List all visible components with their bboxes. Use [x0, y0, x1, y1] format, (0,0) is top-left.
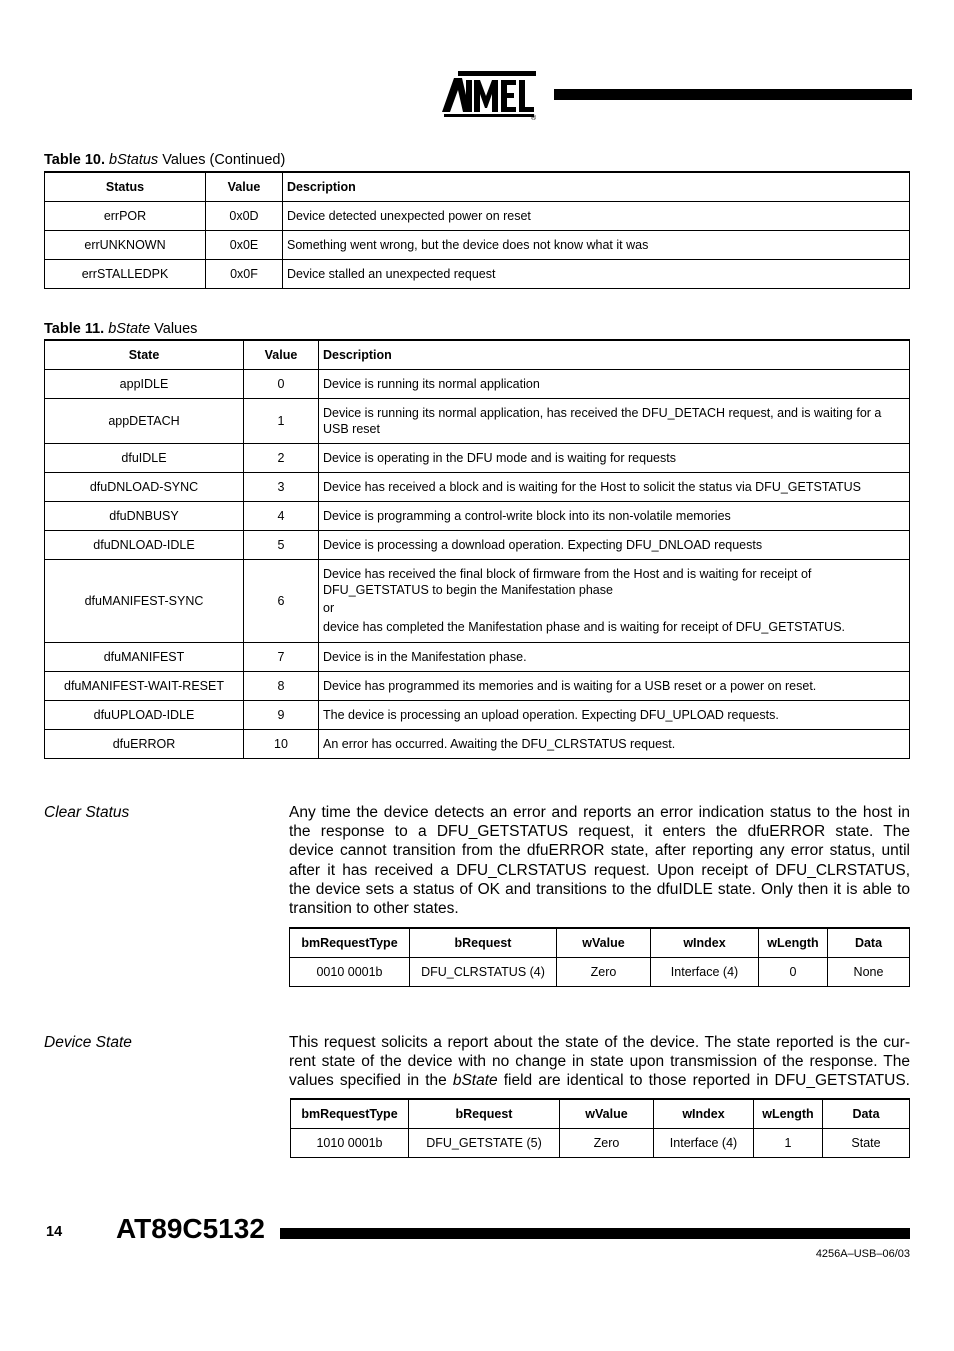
paragraph-line: the device sets a status of OK and transitions to the dfuIDLE state. Only then it is able to — [289, 880, 910, 898]
table11-header-state: State — [45, 340, 244, 369]
state-cell: appDETACH — [45, 398, 244, 443]
paragraph-line: transition to other states. — [289, 900, 459, 918]
description-cell: Device has received a block and is waiting for the Host to solicit the status via DFU_GETSTATUS — [319, 472, 910, 501]
data-cell: None — [828, 957, 910, 986]
value-cell: 0x0E — [206, 230, 283, 259]
state-cell: appIDLE — [45, 369, 244, 398]
atmel-logo — [440, 68, 540, 120]
footer-rule — [280, 1228, 910, 1239]
value-cell: 10 — [244, 729, 319, 758]
table11-header-value: Value — [244, 340, 319, 369]
table-row — [45, 530, 910, 559]
state-cell: dfuDNLOAD-SYNC — [45, 472, 244, 501]
table-row — [45, 642, 910, 671]
value-cell: 3 — [244, 472, 319, 501]
bstate-term: bState — [452, 1072, 498, 1090]
registered-mark: ® — [531, 115, 537, 120]
table-row — [290, 957, 910, 986]
status-cell: errSTALLEDPK — [45, 259, 206, 288]
wvalue-cell: Zero — [557, 957, 651, 986]
header-wvalue: wValue — [557, 928, 651, 957]
table10-header-description: Description — [283, 172, 910, 201]
device-state-heading: Device State — [44, 1034, 132, 1051]
table-row — [45, 443, 910, 472]
value-cell: 0x0F — [206, 259, 283, 288]
description-line: or — [323, 601, 335, 615]
table11 — [44, 339, 910, 759]
windex-cell: Interface (4) — [654, 1128, 754, 1157]
value-cell: 0x0D — [206, 201, 283, 230]
description-cell: Device stalled an unexpected request — [283, 259, 910, 288]
table10-title-rest: Values (Continued) — [162, 152, 286, 168]
table10-label: Table 10. — [44, 152, 105, 168]
table11-header-row — [45, 340, 910, 369]
request-header-row — [290, 928, 910, 957]
paragraph-line: the response to a DFU_GETSTATUS request, it enters the dfuERROR state. The — [289, 823, 910, 841]
value-cell: 2 — [244, 443, 319, 472]
state-cell: dfuDNLOAD-IDLE — [45, 530, 244, 559]
description-cell: Device is processing a download operation. Expecting DFU_DNLOAD requests — [319, 530, 910, 559]
description-cell: Device is running its normal application — [319, 369, 910, 398]
wlength-cell: 0 — [759, 957, 828, 986]
description-line: device has completed the Manifestation phase and is waiting for receipt of DFU_GETSTATUS. — [323, 620, 846, 634]
table11-title-rest: Values — [154, 321, 198, 337]
value-cell: 5 — [244, 530, 319, 559]
description-cell: Device is in the Manifestation phase. — [319, 642, 910, 671]
page-number: 14 — [46, 1224, 63, 1240]
description-cell: Something went wrong, but the device does not know what it was — [283, 230, 910, 259]
description-cell: Device is running its normal application, has received the DFU_DETACH request, and is waiting for a USB reset — [319, 398, 910, 443]
paragraph-text: values specified in the — [289, 1072, 453, 1090]
state-cell: dfuUPLOAD-IDLE — [45, 700, 244, 729]
header-brequest: bRequest — [410, 928, 557, 957]
state-cell: dfuDNBUSY — [45, 501, 244, 530]
value-cell: 0 — [244, 369, 319, 398]
getstate-request-table — [290, 1098, 910, 1158]
document-code: 4256A–USB–06/03 — [815, 1248, 910, 1260]
header-windex: wIndex — [651, 928, 759, 957]
state-cell: dfuERROR — [45, 729, 244, 758]
value-cell: 8 — [244, 671, 319, 700]
table10-caption — [44, 151, 285, 169]
table11-header-description: Description — [319, 340, 910, 369]
value-cell: 4 — [244, 501, 319, 530]
brequest-cell: DFU_CLRSTATUS (4) — [410, 957, 557, 986]
paragraph-line: Any time the device detects an error and reports an error indication status to the host in — [289, 804, 910, 821]
state-cell: dfuMANIFEST-WAIT-RESET — [45, 671, 244, 700]
table11-caption — [44, 320, 197, 338]
table-row — [45, 201, 910, 230]
product-name: AT89C5132 — [116, 1213, 265, 1244]
table-row — [291, 1128, 910, 1157]
clrstatus-request-table — [289, 927, 910, 987]
table11-label: Table 11. — [44, 321, 105, 337]
status-cell: errPOR — [45, 201, 206, 230]
paragraph-text: field are identical to those reported in DFU_GETSTATUS. — [497, 1072, 910, 1090]
bmrequesttype-cell: 1010 0001b — [291, 1128, 409, 1157]
wlength-cell: 1 — [754, 1128, 823, 1157]
table10-header-status: Status — [45, 172, 206, 201]
description-cell — [319, 559, 910, 642]
header-windex: wIndex — [654, 1099, 754, 1128]
windex-cell: Interface (4) — [651, 957, 759, 986]
table-row — [45, 671, 910, 700]
table-row — [45, 398, 910, 443]
description-line: Device has received the final block of firmware from the Host and is waiting for receipt of DFU_GETSTATUS to begin the Manifestation phase — [323, 567, 812, 597]
header-data: Data — [823, 1099, 910, 1128]
clear-status-paragraph — [289, 803, 910, 918]
header-wlength: wLength — [759, 928, 828, 957]
table-row — [45, 230, 910, 259]
state-cell: dfuMANIFEST — [45, 642, 244, 671]
value-cell: 1 — [244, 398, 319, 443]
description-cell: The device is processing an upload operation. Expecting DFU_UPLOAD requests. — [319, 700, 910, 729]
state-cell: dfuIDLE — [45, 443, 244, 472]
table-row — [45, 501, 910, 530]
table10-header-row — [45, 172, 910, 201]
paragraph-line: This request solicits a report about the state of the device. The state reported is the cur- — [289, 1034, 910, 1051]
description-cell: Device is operating in the DFU mode and is waiting for requests — [319, 443, 910, 472]
value-cell: 9 — [244, 700, 319, 729]
description-cell: An error has occurred. Awaiting the DFU_CLRSTATUS request. — [319, 729, 910, 758]
table-row — [45, 729, 910, 758]
device-state-paragraph — [289, 1033, 910, 1091]
header-wlength: wLength — [754, 1099, 823, 1128]
table-row — [45, 259, 910, 288]
wvalue-cell: Zero — [560, 1128, 654, 1157]
value-cell: 6 — [244, 559, 319, 642]
table10 — [44, 171, 910, 289]
paragraph-line: device cannot transition from the dfuERROR state, after reporting any error status, until — [289, 842, 910, 860]
description-cell: Device detected unexpected power on reset — [283, 201, 910, 230]
header-bmrequesttype: bmRequestType — [290, 928, 410, 957]
state-cell: dfuMANIFEST-SYNC — [45, 559, 244, 642]
description-cell: Device has programmed its memories and is waiting for a USB reset or a power on reset. — [319, 671, 910, 700]
data-cell: State — [823, 1128, 910, 1157]
paragraph-line: after it has received a DFU_CLRSTATUS request. Upon receipt of DFU_CLRSTATUS, — [289, 861, 910, 879]
brequest-cell: DFU_GETSTATE (5) — [409, 1128, 560, 1157]
request-header-row — [291, 1099, 910, 1128]
table11-title-italic: bState — [108, 321, 151, 337]
bmrequesttype-cell: 0010 0001b — [290, 957, 410, 986]
paragraph-line: rent state of the device with no change in state upon transmission of the response. The — [289, 1053, 910, 1071]
header-rule — [554, 89, 912, 100]
header-bmrequesttype: bmRequestType — [291, 1099, 409, 1128]
description-cell: Device is programming a control-write block into its non-volatile memories — [319, 501, 910, 530]
paragraph-line — [289, 1071, 910, 1090]
table-row — [45, 472, 910, 501]
header-wvalue: wValue — [560, 1099, 654, 1128]
clear-status-heading: Clear Status — [44, 804, 130, 821]
header-data: Data — [828, 928, 910, 957]
status-cell: errUNKNOWN — [45, 230, 206, 259]
table10-header-value: Value — [206, 172, 283, 201]
header-brequest: bRequest — [409, 1099, 560, 1128]
table-row — [45, 559, 910, 642]
table10-title-italic: bStatus — [109, 152, 159, 168]
table-row — [45, 369, 910, 398]
value-cell: 7 — [244, 642, 319, 671]
table-row — [45, 700, 910, 729]
